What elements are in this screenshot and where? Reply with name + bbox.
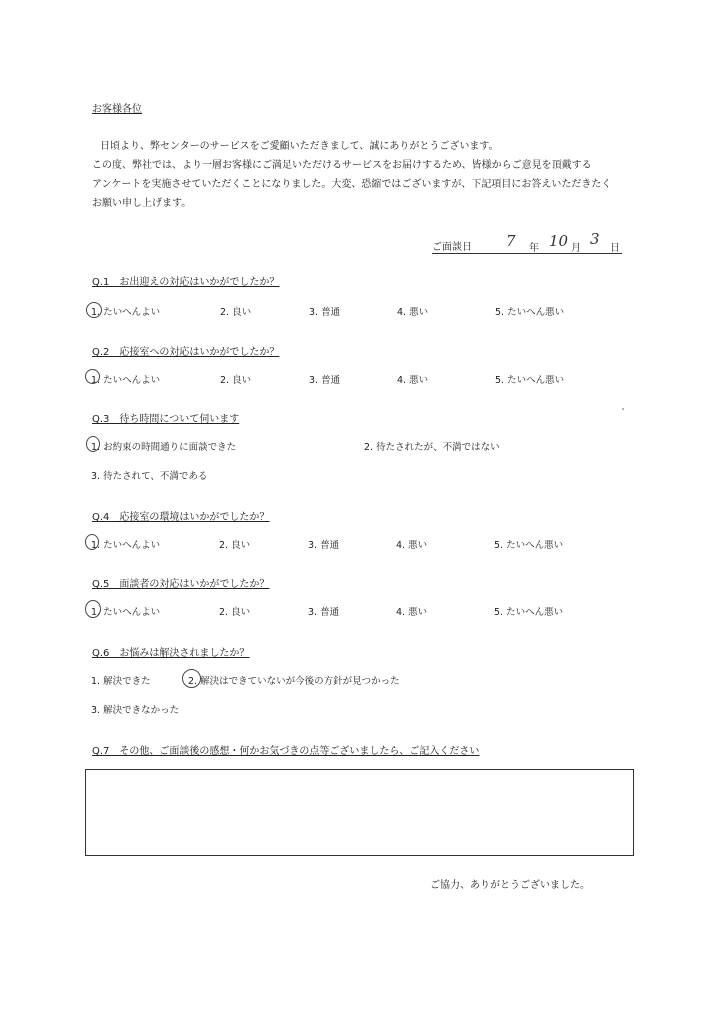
date-year-label: 年 (529, 243, 539, 254)
q5-option-1[interactable]: 1. たいへんよい (91, 607, 161, 618)
intro-line: アンケートを実施させていただくことになりました。大変、恐縮ではございますが、下記項目にお答えいただきたく (92, 179, 612, 190)
date-year-value[interactable]: 7 (506, 232, 516, 250)
comment-box[interactable] (85, 769, 634, 856)
q5-option-2[interactable]: 2. 良い (219, 607, 251, 618)
q2-option-2[interactable]: 2. 良い (220, 375, 252, 386)
question-6-title: Q.6 お悩みは解決されましたか？ (92, 648, 250, 659)
q1-option-5[interactable]: 5. たいへん悪い (495, 307, 565, 318)
q4-option-2[interactable]: 2. 良い (219, 540, 251, 551)
q1-option-3[interactable]: 3. 普通 (309, 307, 341, 318)
salutation: お客様各位 (92, 104, 142, 115)
q6-option-2[interactable]: 2. 解決はできていないが今後の方針が見つかった (188, 676, 400, 687)
q2-option-5[interactable]: 5. たいへん悪い (495, 375, 565, 386)
question-3-title: Q.3 待ち時間について伺います (92, 414, 240, 425)
date-day-value[interactable]: 3 (590, 230, 600, 248)
q4-option-3[interactable]: 3. 普通 (308, 540, 340, 551)
q2-option-1[interactable]: 1. たいへんよい (91, 375, 161, 386)
intro-paragraph (92, 137, 611, 213)
q4-option-4[interactable]: 4. 悪い (396, 540, 428, 551)
q5-option-4[interactable]: 4. 悪い (396, 607, 428, 618)
q2-option-3[interactable]: 3. 普通 (309, 375, 341, 386)
q6-option-1[interactable]: 1. 解決できた (91, 676, 151, 687)
q1-option-4[interactable]: 4. 悪い (397, 307, 429, 318)
q3-option-1[interactable]: 1. お約束の時間通りに面談できた (91, 442, 237, 453)
q3-option-3[interactable]: 3. 待たされて、不満である (91, 471, 208, 482)
q6-option-3[interactable]: 3. 解決できなかった (91, 705, 180, 716)
intro-line: お願い申し上げます。 (92, 198, 192, 209)
intro-line: この度、弊社では、より一層お客様にご満足いただけるサービスをお届けするため、皆様からご意見を頂戴する (92, 160, 592, 171)
q2-option-4[interactable]: 4. 悪い (397, 375, 429, 386)
date-label: ご面談日 (432, 242, 472, 253)
q4-option-5[interactable]: 5. たいへん悪い (494, 540, 564, 551)
question-5-title: Q.5 面談者の対応はいかがでしたか？ (92, 579, 270, 590)
question-4-title: Q.4 応接室の環境はいかがでしたか？ (92, 512, 270, 523)
date-day-label: 日 (610, 243, 620, 254)
q5-option-5[interactable]: 5. たいへん悪い (494, 607, 564, 618)
date-month-label: 月 (571, 243, 581, 254)
q1-option-2[interactable]: 2. 良い (220, 307, 252, 318)
question-2-title: Q.2 応接室への対応はいかがでしたか？ (92, 347, 280, 358)
closing-thanks: ご協力、ありがとうございました。 (430, 880, 590, 891)
date-month-value[interactable]: 10 (549, 232, 569, 250)
intro-line: 日頃より、弊センターのサービスをご愛顧いただきまして、誠にありがとうございます。 (100, 141, 499, 152)
q3-option-2[interactable]: 2. 待たされたが、不満ではない (364, 442, 500, 453)
q1-option-1[interactable]: 1. たいへんよい (91, 307, 161, 318)
question-7-title: Q.7 その他、ご面談後の感想・何かお気づきの点等ございましたら、ご記入ください (92, 746, 480, 757)
scan-speck (622, 408, 624, 410)
q5-option-3[interactable]: 3. 普通 (308, 607, 340, 618)
q4-option-1[interactable]: 1. たいへんよい (91, 540, 161, 551)
question-1-title: Q.1 お出迎えの対応はいかがでしたか？ (92, 277, 280, 288)
interview-date (432, 230, 622, 254)
